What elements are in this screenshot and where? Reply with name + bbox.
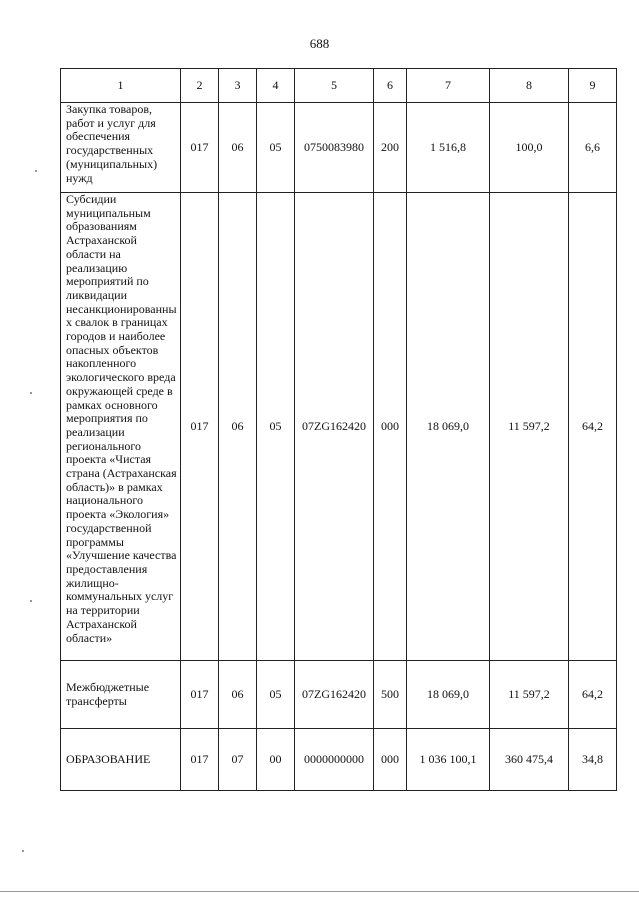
row-name: Субсидии муниципальным образованиям Астраханской области на реализацию мероприятий по ликвидации несанкционированных свалок в границах городов и наиболее опасных объектов накопленного экологического вреда окружающей среде в рамках основного мероприятия по реализации регионального проекта «Чистая страна (Астраханская область)» в рамках национального проекта «Экология» государственной программы «Улучшение качества предоставления жилищно-коммунальных услуг на территории Астраханской области» [61, 193, 181, 661]
column-header: 1 [61, 69, 181, 103]
cell-plan: 18 069,0 [407, 661, 490, 729]
page-edge-line [0, 891, 639, 892]
scan-speck [22, 850, 24, 852]
cell-subsection: 05 [257, 661, 295, 729]
cell-expense-type: 500 [374, 661, 407, 729]
scan-speck [35, 170, 37, 172]
cell-percent: 64,2 [569, 661, 617, 729]
table-row [61, 103, 617, 193]
cell-actual: 360 475,4 [490, 729, 569, 791]
table-row [61, 729, 617, 791]
cell-target: 07ZG162420 [295, 193, 374, 661]
cell-actual: 11 597,2 [490, 661, 569, 729]
scan-speck [30, 600, 32, 602]
column-header: 3 [219, 69, 257, 103]
cell-section: 06 [219, 193, 257, 661]
cell-section: 06 [219, 661, 257, 729]
cell-subsection: 05 [257, 103, 295, 193]
row-name: Межбюджетные трансферты [61, 661, 181, 729]
cell-expense-type: 000 [374, 729, 407, 791]
cell-target: 0000000000 [295, 729, 374, 791]
cell-subsection: 00 [257, 729, 295, 791]
cell-code: 017 [181, 193, 219, 661]
cell-actual: 100,0 [490, 103, 569, 193]
cell-percent: 34,8 [569, 729, 617, 791]
table-row [61, 661, 617, 729]
column-header: 5 [295, 69, 374, 103]
column-header: 6 [374, 69, 407, 103]
cell-plan: 1 036 100,1 [407, 729, 490, 791]
cell-plan: 18 069,0 [407, 193, 490, 661]
table-row [61, 193, 617, 661]
cell-code: 017 [181, 729, 219, 791]
cell-target: 0750083980 [295, 103, 374, 193]
column-header: 7 [407, 69, 490, 103]
table-header-row [61, 69, 617, 103]
cell-percent: 6,6 [569, 103, 617, 193]
page-number: 688 [309, 36, 330, 51]
row-name: ОБРАЗОВАНИЕ [61, 729, 181, 791]
column-header: 2 [181, 69, 219, 103]
cell-plan: 1 516,8 [407, 103, 490, 193]
cell-percent: 64,2 [569, 193, 617, 661]
cell-expense-type: 000 [374, 193, 407, 661]
row-name: Закупка товаров, работ и услуг для обеспечения государственных (муниципальных) нужд [61, 103, 181, 193]
column-header: 8 [490, 69, 569, 103]
column-header: 4 [257, 69, 295, 103]
cell-section: 07 [219, 729, 257, 791]
cell-code: 017 [181, 103, 219, 193]
cell-code: 017 [181, 661, 219, 729]
cell-section: 06 [219, 103, 257, 193]
cell-expense-type: 200 [374, 103, 407, 193]
cell-subsection: 05 [257, 193, 295, 661]
scan-speck [30, 392, 32, 394]
cell-target: 07ZG162420 [295, 661, 374, 729]
budget-table [60, 68, 617, 791]
cell-actual: 11 597,2 [490, 193, 569, 661]
column-header: 9 [569, 69, 617, 103]
